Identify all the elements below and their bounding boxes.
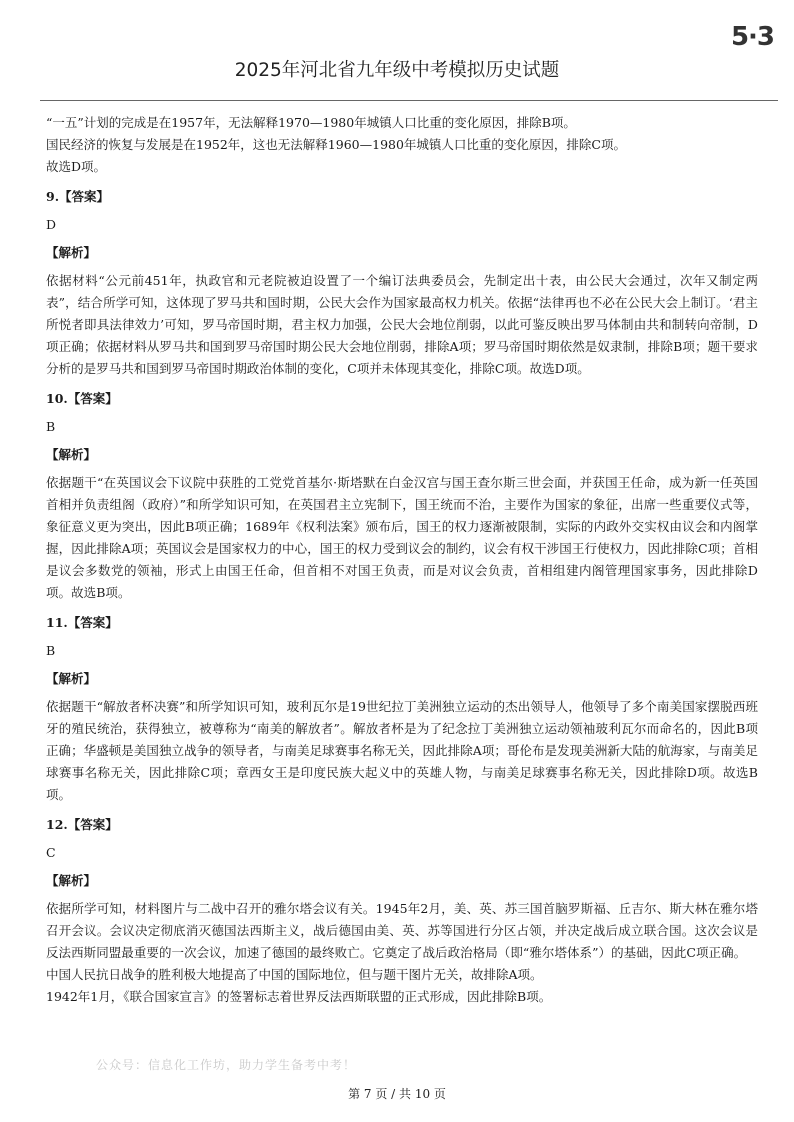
question-12-heading: 12.【答案】 bbox=[46, 817, 118, 832]
header-divider bbox=[40, 100, 778, 101]
question-10-analysis: 依据题干“在英国议会下议院中获胜的工党党首基尔·斯塔默在白金汉宫与国王查尔斯三世会面，并获国王任命，成为新一任英国首相并负责组阁（政府）”和所学知识可知，在英国君主立宪制下，国王统而不治，主要作为国家的象征，出席一些重要仪式等，象征意义更为突出，因此B项正确；1689年《权利法案》颁布后，国王的权力逐渐被限制，实际的内政外交实权由议会和内阁掌握，因此排除A项；英国议会是国家权力的中心，国王的权力受到议会的制约，议会有权干涉国王行使权力，因此排除C项；首相是议会多数党的领袖，形式上由国王任命，但首相不对国王负责，而是对议会负责，首相组建内阁管理国家事务，因此排除D项。故选B项。 bbox=[46, 475, 758, 600]
tail-line: 中国人民抗日战争的胜利极大地提高了中国的国际地位，但与题干图片无关，故排除A项。 bbox=[46, 967, 543, 982]
question-9-heading: 9.【答案】 bbox=[46, 189, 110, 204]
watermark-text: 公众号：信息化工作坊，助力学生备考中考！ bbox=[96, 1058, 357, 1072]
lead-line: 国民经济的恢复与发展是在1952年，这也无法解释1960—1980年城镇人口比重的变化原因，排除C项。 bbox=[46, 137, 627, 152]
question-11-answer: B bbox=[46, 643, 56, 658]
question-9-analysis-label: 【解析】 bbox=[46, 245, 97, 260]
brand-logo: 5·3 bbox=[730, 22, 774, 52]
page-footer: 第 7 页 / 共 10 页 bbox=[348, 1087, 446, 1101]
question-11-analysis-label: 【解析】 bbox=[46, 671, 97, 686]
question-10-answer: B bbox=[46, 419, 56, 434]
lead-line: “一五”计划的完成是在1957年，无法解释1970—1980年城镇人口比重的变化原因，排除B项。 bbox=[46, 115, 576, 130]
question-12-analysis-label: 【解析】 bbox=[46, 873, 97, 888]
question-12-analysis: 依据所学可知，材料图片与二战中召开的雅尔塔会议有关。1945年2月，美、英、苏三国首脑罗斯福、丘吉尔、斯大林在雅尔塔召开会议。会议决定彻底消灭德国法西斯主义，战后德国由美、英、苏等国进行分区占领，并决定战后成立联合国。这次会议是反法西斯同盟最重要的一次会议，加速了德国的最终败亡。它奠定了战后政治格局（即“雅尔塔体系”）的基础，因此C项正确。 bbox=[46, 901, 758, 960]
question-10-analysis-label: 【解析】 bbox=[46, 447, 97, 462]
question-12-answer: C bbox=[46, 845, 56, 860]
document-body bbox=[46, 112, 758, 1008]
lead-line: 故选D项。 bbox=[46, 159, 107, 174]
question-9-answer: D bbox=[46, 217, 57, 232]
question-11-analysis: 依据题干“解放者杯决赛”和所学知识可知，玻利瓦尔是19世纪拉丁美洲独立运动的杰出领导人，他领导了多个南美国家摆脱西班牙的殖民统治，获得独立，被尊称为“南美的解放者”。解放者杯是为了纪念拉丁美洲独立运动领袖玻利瓦尔而命名的，因此B项正确；华盛顿是美国独立战争的领导者，与南美足球赛事名称无关，因此排除A项；哥伦布是发现美洲新大陆的航海家，与南美足球赛事名称无关，因此排除C项；章西女王是印度民族大起义中的英雄人物，与南美足球赛事名称无关，因此排除D项。故选B项。 bbox=[46, 699, 758, 802]
question-11-heading: 11.【答案】 bbox=[46, 615, 118, 630]
question-10-heading: 10.【答案】 bbox=[46, 391, 118, 406]
page-title: 2025年河北省九年级中考模拟历史试题 bbox=[234, 60, 560, 81]
question-9-analysis: 依据材料“公元前451年，执政官和元老院被迫设置了一个编订法典委员会，先制定出十表，由公民大会通过，次年又制定两表”，结合所学可知，这体现了罗马共和国时期，公民大会作为国家最高权力机关。依据“法律再也不必在公民大会上制订。‘君主所悦者即具法律效力’可知，罗马帝国时期，君主权力加强，公民大会地位削弱，以此可鉴反映出罗马体制由共和制转向帝制，D项正确；依据材料从罗马共和国到罗马帝国时期公民大会地位削弱，排除A项；罗马帝国时期依然是奴隶制，排除B项；题干要求分析的是罗马共和国到罗马帝国时期政治体制的变化，C项并未体现其变化，排除C项。故选D项。 bbox=[46, 273, 758, 376]
tail-line: 1942年1月，《联合国家宣言》的签署标志着世界反法西斯联盟的正式形成，因此排除B项。 bbox=[46, 989, 552, 1004]
